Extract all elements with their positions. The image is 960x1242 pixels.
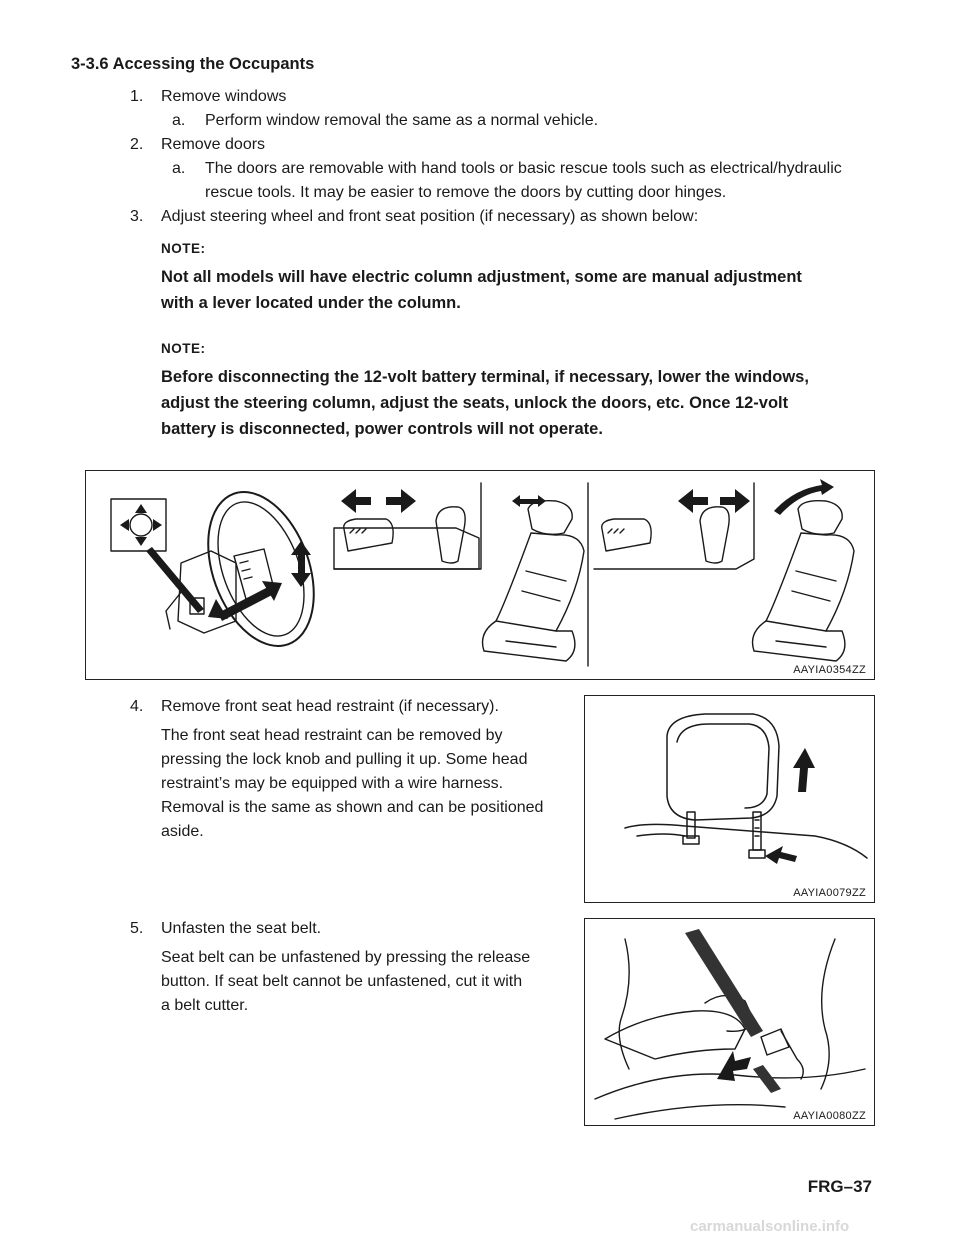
head-restraint-figure xyxy=(584,695,875,903)
step-1a-label: a. xyxy=(172,112,186,129)
step-2a-line1: The doors are removable with hand tools or basic rescue tools such as electrical/hydraulic xyxy=(205,160,842,177)
note-1-line-2: with a lever located under the column. xyxy=(161,294,461,312)
step-3-text: Adjust steering wheel and front seat position (if necessary) as shown below: xyxy=(161,208,699,225)
step-4-body-line-2: pressing the lock knob and pulling it up. Some head xyxy=(161,751,528,768)
seat-belt-figure xyxy=(584,918,875,1126)
step-4-text: Remove front seat head restraint (if necessary). xyxy=(161,698,499,715)
note-2-label: NOTE: xyxy=(161,341,206,356)
step-1-text: Remove windows xyxy=(161,88,287,105)
seat-belt-illustration xyxy=(585,919,874,1125)
step-4-body-line-1: The front seat head restraint can be removed by xyxy=(161,727,503,744)
seat-belt-figure-code: AAYIA0080ZZ xyxy=(793,1110,866,1122)
page-number: FRG–37 xyxy=(807,1177,872,1196)
step-5-body-line-2: button. If seat belt cannot be unfastened, cut it with xyxy=(161,973,523,990)
note-1-body xyxy=(161,264,802,316)
note-2-line-2: adjust the steering column, adjust the seats, unlock the doors, etc. Once 12-volt xyxy=(161,394,789,412)
step-1a-text: Perform window removal the same as a normal vehicle. xyxy=(205,112,599,129)
note-1-line-1: Not all models will have electric column adjustment, some are manual adjustment xyxy=(161,268,802,286)
step-5-body-line-1: Seat belt can be unfastened by pressing the release xyxy=(161,949,531,966)
steering-seat-illustration xyxy=(86,471,874,679)
note-1-label: NOTE: xyxy=(161,241,206,256)
step-4-body-line-3: restraint’s may be equipped with a wire harness. xyxy=(161,775,504,792)
steering-seat-figure-code: AAYIA0354ZZ xyxy=(793,664,866,676)
step-5-number: 5. xyxy=(130,920,144,937)
note-2-line-1: Before disconnecting the 12-volt battery terminal, if necessary, lower the windows, xyxy=(161,368,809,386)
step-1-number: 1. xyxy=(130,88,144,105)
step-3-number: 3. xyxy=(130,208,144,225)
watermark: carmanualsonline.info xyxy=(690,1218,850,1235)
step-2a-label: a. xyxy=(172,160,186,177)
step-4-body xyxy=(161,724,543,844)
note-2-body xyxy=(161,364,809,442)
step-2-text: Remove doors xyxy=(161,136,266,153)
step-5-body-line-3: a belt cutter. xyxy=(161,997,249,1014)
step-4-body-line-4: Removal is the same as shown and can be positioned xyxy=(161,799,544,816)
step-2-number: 2. xyxy=(130,136,144,153)
step-4-number: 4. xyxy=(130,698,144,715)
step-2a-line2: rescue tools. It may be easier to remove the doors by cutting door hinges. xyxy=(205,184,727,201)
head-restraint-figure-code: AAYIA0079ZZ xyxy=(793,887,866,899)
step-5-body xyxy=(161,946,530,1018)
section-title: 3-3.6 Accessing the Occupants xyxy=(71,55,315,73)
head-restraint-illustration xyxy=(585,696,874,902)
step-4-body-line-5: aside. xyxy=(161,823,204,840)
note-2-line-3: battery is disconnected, power controls will not operate. xyxy=(161,420,603,438)
step-5-text: Unfasten the seat belt. xyxy=(161,920,322,937)
steering-seat-figure xyxy=(85,470,875,680)
